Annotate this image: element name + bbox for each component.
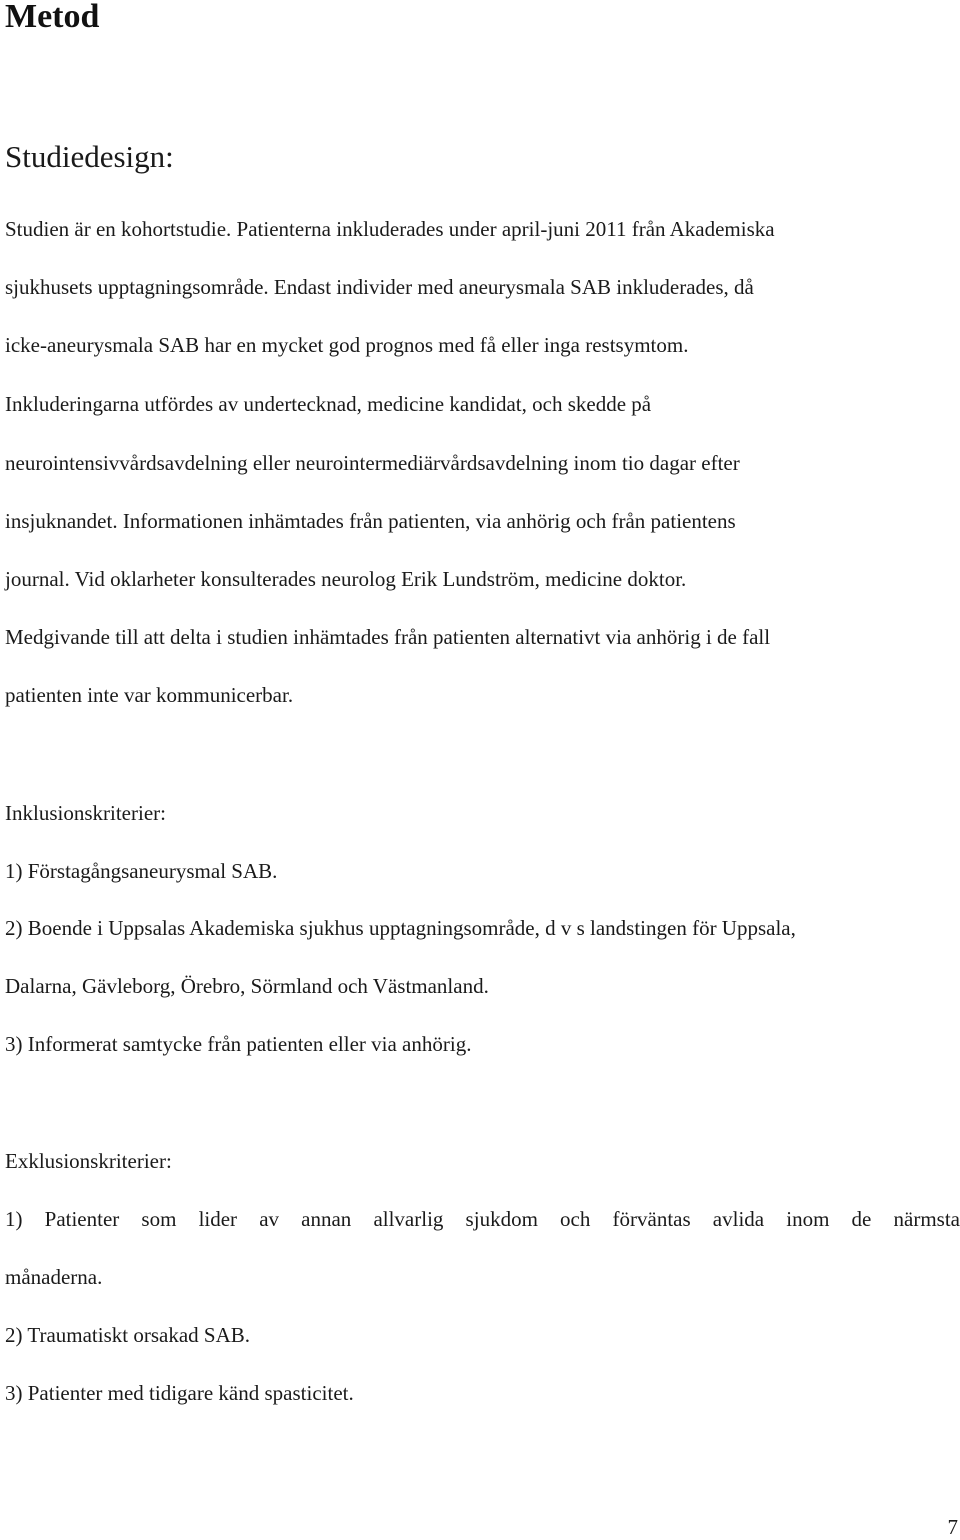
exclusion-criterion: månaderna. — [5, 1265, 103, 1289]
page-number: 7 — [947, 1515, 958, 1539]
inclusion-criterion: 2) Boende i Uppsalas Akademiska sjukhus upptagningsområde, d v s landstingen för Uppsala, — [5, 916, 796, 940]
design-text-line: Medgivande till att delta i studien inhämtades från patienten alternativt via anhörig i de fall — [5, 625, 771, 649]
design-text-line: journal. Vid oklarheter konsulterades neurolog Erik Lundström, medicine doktor. — [5, 567, 687, 591]
design-text-line: patienten inte var kommunicerbar. — [5, 683, 294, 707]
exclusion-criterion: 3) Patienter med tidigare känd spasticitet. — [5, 1381, 354, 1405]
exclusion-criterion: 1) Patienter som lider av annan allvarlig sjukdom och förväntas avlida inom de närmsta — [5, 1207, 960, 1231]
design-text-line: insjuknandet. Informationen inhämtades från patienten, via anhörig och från patientens — [5, 509, 736, 533]
design-text-line: neurointensivvårdsavdelning eller neurointermediärvårdsavdelning inom tio dagar efter — [5, 451, 740, 475]
exclusion-criterion: 2) Traumatiskt orsakad SAB. — [5, 1323, 251, 1347]
section-title-studiedesign: Studiedesign: — [5, 139, 174, 174]
inclusion-criteria-title: Inklusionskriterier: — [5, 801, 166, 825]
design-text-line: sjukhusets upptagningsområde. Endast individer med aneurysmala SAB inkluderades, då — [5, 275, 754, 299]
design-text-line: Inkluderingarna utfördes av undertecknad, medicine kandidat, och skedde på — [5, 392, 652, 416]
design-text-line: icke-aneurysmala SAB har en mycket god prognos med få eller inga restsymtom. — [5, 333, 689, 357]
design-text-line: Studien är en kohortstudie. Patienterna inkluderades under april-juni 2011 från Akademiska — [5, 217, 775, 241]
inclusion-criterion: 3) Informerat samtycke från patienten eller via anhörig. — [5, 1032, 472, 1056]
inclusion-criterion: Dalarna, Gävleborg, Örebro, Sörmland och Västmanland. — [5, 974, 489, 998]
page-heading: Metod — [5, 0, 100, 35]
inclusion-criterion: 1) Förstagångsaneurysmal SAB. — [5, 859, 278, 883]
exclusion-criteria-title: Exklusionskriterier: — [5, 1149, 172, 1173]
